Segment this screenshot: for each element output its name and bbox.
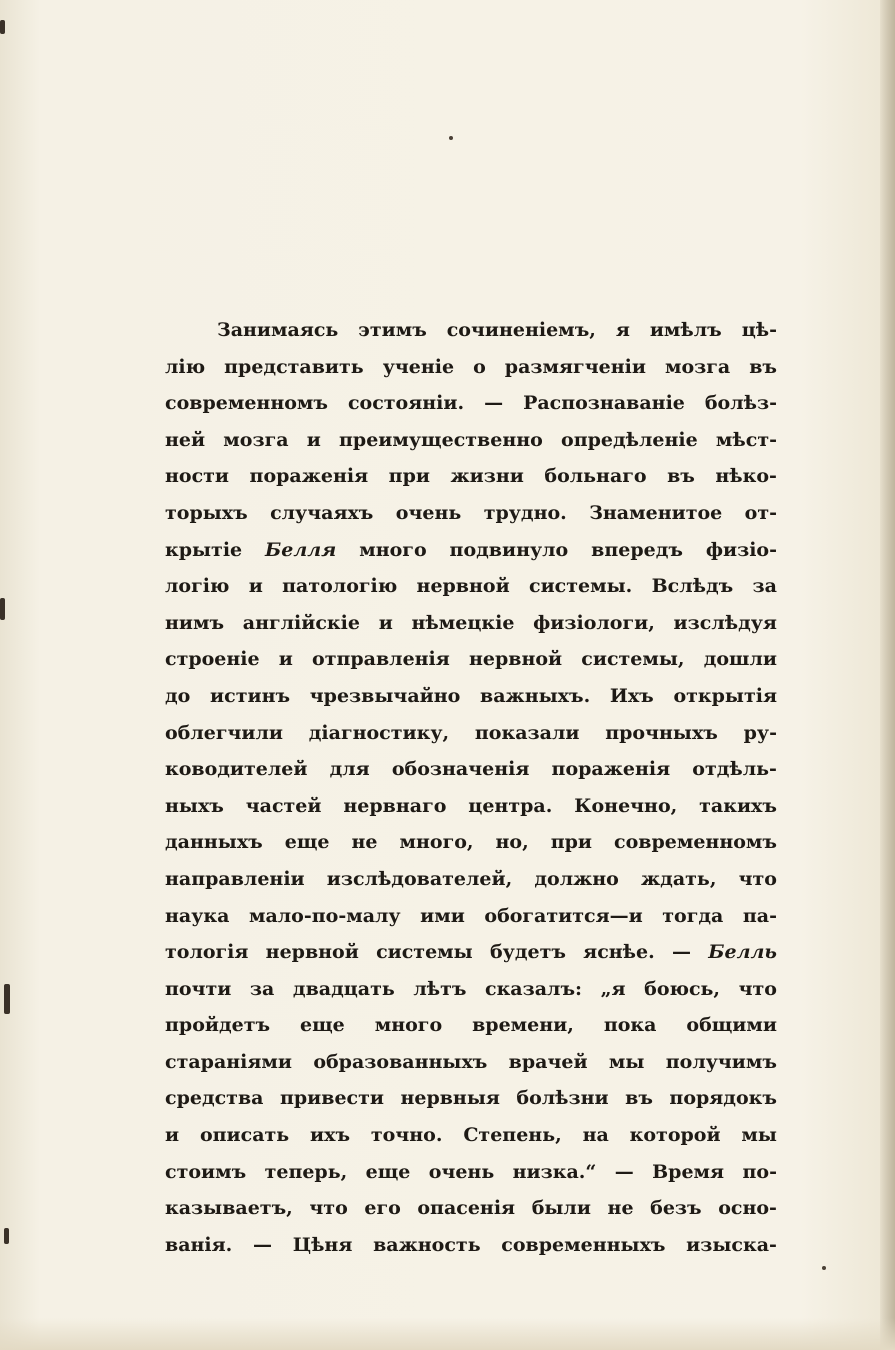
word: и: [278, 648, 293, 671]
word: нервной: [468, 648, 563, 671]
word: были: [531, 1197, 591, 1220]
word: системы: [376, 941, 473, 964]
word: представить: [224, 355, 364, 378]
word: случаяхъ: [270, 501, 374, 524]
text-line: [165, 495, 777, 532]
word: что: [738, 867, 777, 890]
word: въ: [625, 1087, 653, 1110]
text-line: [165, 385, 777, 422]
word: современномъ: [614, 831, 777, 854]
word: мозга: [664, 355, 731, 378]
word: физіо-: [705, 538, 777, 561]
word: важныхъ.: [480, 684, 591, 707]
word: пока: [603, 1014, 657, 1037]
word: еще: [365, 1160, 411, 1183]
word: физіологи,: [533, 611, 655, 634]
word: врачей: [508, 1050, 588, 1073]
word: крытіе: [165, 538, 243, 561]
word: —: [672, 941, 691, 964]
word: обогатится—и: [484, 904, 643, 927]
word: лѣтъ: [413, 977, 467, 1000]
word: стараніями: [165, 1050, 293, 1073]
word: не: [351, 831, 378, 854]
word: Конечно,: [574, 794, 678, 817]
word: системы.: [529, 575, 633, 598]
word: ихъ: [310, 1124, 351, 1147]
word: сказалъ:: [485, 977, 583, 1000]
word: до: [165, 684, 191, 707]
word: казываетъ,: [165, 1197, 293, 1220]
word: дошли: [703, 648, 777, 671]
word: я: [615, 319, 630, 341]
word: данныхъ: [165, 831, 263, 854]
word: изслѣдователей,: [326, 867, 513, 890]
word: нѣко-: [715, 465, 777, 488]
word: нервной: [265, 941, 359, 964]
word: пораженія: [249, 465, 369, 488]
text-line: [165, 678, 777, 715]
word: лію: [165, 355, 206, 378]
word: —: [614, 1160, 634, 1183]
word: тогда: [662, 904, 724, 927]
word: системы,: [581, 648, 685, 671]
word: діагностику,: [308, 721, 450, 744]
text-line: [165, 1154, 777, 1191]
ink-dot: [449, 136, 453, 140]
word: что: [738, 977, 777, 1000]
text-line: [165, 1190, 777, 1227]
word: получимъ: [665, 1050, 777, 1073]
word: „я: [600, 977, 626, 1000]
word: этимъ: [358, 319, 427, 341]
word: нервнаго: [343, 794, 447, 817]
word: жизни: [450, 465, 524, 488]
word: яснѣе.: [583, 941, 655, 964]
word: мы: [741, 1124, 777, 1147]
word: нервныя: [400, 1087, 500, 1110]
word: тологія: [165, 941, 249, 964]
word: теперь,: [264, 1160, 348, 1183]
word: за: [752, 575, 777, 598]
binding-mark: [4, 984, 10, 1014]
word: еще: [284, 831, 330, 854]
word: ждать,: [641, 867, 717, 890]
word: не: [607, 1197, 634, 1220]
word: англійскіе: [242, 611, 360, 634]
word: сочиненіемъ,: [446, 319, 596, 341]
word: патологію: [282, 575, 398, 598]
word: опасенія: [417, 1197, 516, 1220]
word: осно-: [718, 1197, 777, 1220]
word: ности: [165, 465, 230, 488]
text-line: [165, 788, 777, 825]
word: ванія.: [165, 1233, 233, 1256]
word: Знаменитое: [589, 501, 723, 524]
word: важность: [373, 1233, 481, 1256]
word: пройдетъ: [165, 1014, 271, 1037]
word: отправленія: [312, 648, 450, 671]
text-line: [165, 1080, 777, 1117]
word: облегчили: [165, 721, 283, 744]
word: и: [306, 428, 321, 451]
word: и: [248, 575, 263, 598]
text-line: [165, 605, 777, 642]
word: размягченіи: [504, 355, 646, 378]
word: но,: [495, 831, 529, 854]
word: цѣ-: [741, 319, 777, 341]
word: Вслѣдъ: [651, 575, 734, 598]
word: образованныхъ: [313, 1050, 488, 1073]
text-line: [165, 532, 777, 569]
word: прочныхъ: [605, 721, 718, 744]
page-bottom-shade: [0, 1318, 895, 1350]
word: показали: [474, 721, 580, 744]
word: трудно.: [483, 501, 567, 524]
word: нервной: [416, 575, 510, 598]
word: изыска-: [686, 1233, 777, 1256]
word: обозначенія: [391, 758, 530, 781]
word: по-: [742, 1160, 777, 1183]
word: и: [165, 1124, 180, 1147]
word: привести: [279, 1087, 384, 1110]
word: его: [364, 1197, 401, 1220]
text-line: [165, 312, 777, 349]
word: Распознаваніе: [523, 392, 685, 415]
text-line: [165, 898, 777, 935]
word: болѣз-: [704, 392, 777, 415]
word: Степень,: [463, 1124, 562, 1147]
word: нимъ: [165, 611, 225, 634]
word: преимущественно: [339, 428, 543, 451]
word: строеніе: [165, 648, 260, 671]
word: еще: [300, 1014, 345, 1037]
word: такихъ: [699, 794, 777, 817]
text-line: [165, 458, 777, 495]
word: почти: [165, 977, 232, 1000]
word: имѣлъ: [649, 319, 722, 341]
text-line: [165, 971, 777, 1008]
word: очень: [395, 501, 462, 524]
word: опредѣленіе: [561, 428, 698, 451]
word: низка.“: [512, 1160, 597, 1183]
word: впередъ: [591, 538, 683, 561]
word: от-: [744, 501, 777, 524]
word: при: [388, 465, 430, 488]
word: мозга: [223, 428, 289, 451]
word: современныхъ: [501, 1233, 666, 1256]
word: Цѣня: [292, 1233, 353, 1256]
word: частей: [245, 794, 322, 817]
text-line: [165, 824, 777, 861]
text-line: [165, 568, 777, 605]
word: боюсь,: [644, 977, 721, 1000]
word: Белль: [708, 941, 777, 964]
body-text: [165, 312, 777, 1263]
word: много: [359, 538, 427, 561]
word: состояніи.: [347, 392, 465, 415]
text-line: [165, 861, 777, 898]
word: центра.: [468, 794, 553, 817]
text-line: [165, 751, 777, 788]
word: наука: [165, 904, 230, 927]
word: ководителей: [165, 758, 308, 781]
text-line: [165, 1044, 777, 1081]
binding-mark: [4, 1228, 9, 1244]
word: Время: [652, 1160, 725, 1183]
text-line: [165, 934, 777, 971]
word: современномъ: [165, 392, 328, 415]
word: Белля: [265, 538, 337, 561]
word: логію: [165, 575, 230, 598]
word: для: [329, 758, 370, 781]
word: отдѣль-: [692, 758, 777, 781]
word: точно.: [370, 1124, 443, 1147]
word: въ: [749, 355, 777, 378]
word: при: [550, 831, 593, 854]
word: ученіе: [382, 355, 455, 378]
word: будетъ: [489, 941, 566, 964]
word: Занимаясь: [217, 319, 339, 341]
text-line: [165, 1227, 777, 1264]
word: ими: [420, 904, 465, 927]
text-line: [165, 349, 777, 386]
word: нѣмецкіе: [411, 611, 515, 634]
word: общими: [686, 1014, 777, 1037]
text-line: [165, 422, 777, 459]
word: порядокъ: [669, 1087, 777, 1110]
word: изслѣдуя: [673, 611, 777, 634]
word: и: [378, 611, 393, 634]
ink-dot: [822, 1266, 826, 1270]
word: на: [582, 1124, 609, 1147]
word: —: [253, 1233, 272, 1256]
word: больнаго: [544, 465, 647, 488]
word: болѣзни: [516, 1087, 609, 1110]
word: ру-: [743, 721, 777, 744]
word: что: [309, 1197, 348, 1220]
word: пораженія: [551, 758, 671, 781]
word: мы: [608, 1050, 645, 1073]
word: торыхъ: [165, 501, 248, 524]
text-line: [165, 715, 777, 752]
word: чрезвычайно: [309, 684, 461, 707]
word: времени,: [472, 1014, 574, 1037]
word: которой: [629, 1124, 721, 1147]
word: —: [484, 392, 504, 415]
text-line: [165, 1007, 777, 1044]
binding-mark: [0, 20, 5, 34]
word: ней: [165, 428, 206, 451]
page-edge: [880, 0, 895, 1350]
word: безъ: [650, 1197, 702, 1220]
word: о: [473, 355, 486, 378]
word: стоимъ: [165, 1160, 247, 1183]
word: мѣст-: [715, 428, 777, 451]
word: подвинуло: [449, 538, 569, 561]
word: должно: [534, 867, 619, 890]
word: истинъ: [210, 684, 291, 707]
word: Ихъ: [609, 684, 654, 707]
word: открытія: [673, 684, 777, 707]
word: въ: [667, 465, 695, 488]
text-line: [165, 641, 777, 678]
word: средства: [165, 1087, 264, 1110]
word: двадцать: [292, 977, 395, 1000]
word: направленіи: [165, 867, 305, 890]
word: много,: [399, 831, 474, 854]
word: описать: [199, 1124, 290, 1147]
text-line: [165, 1117, 777, 1154]
word: много: [374, 1014, 443, 1037]
word: па-: [742, 904, 777, 927]
binding-mark: [0, 598, 5, 620]
word: ныхъ: [165, 794, 224, 817]
word: за: [249, 977, 275, 1000]
word: очень: [428, 1160, 495, 1183]
word: мало-по-малу: [248, 904, 401, 927]
